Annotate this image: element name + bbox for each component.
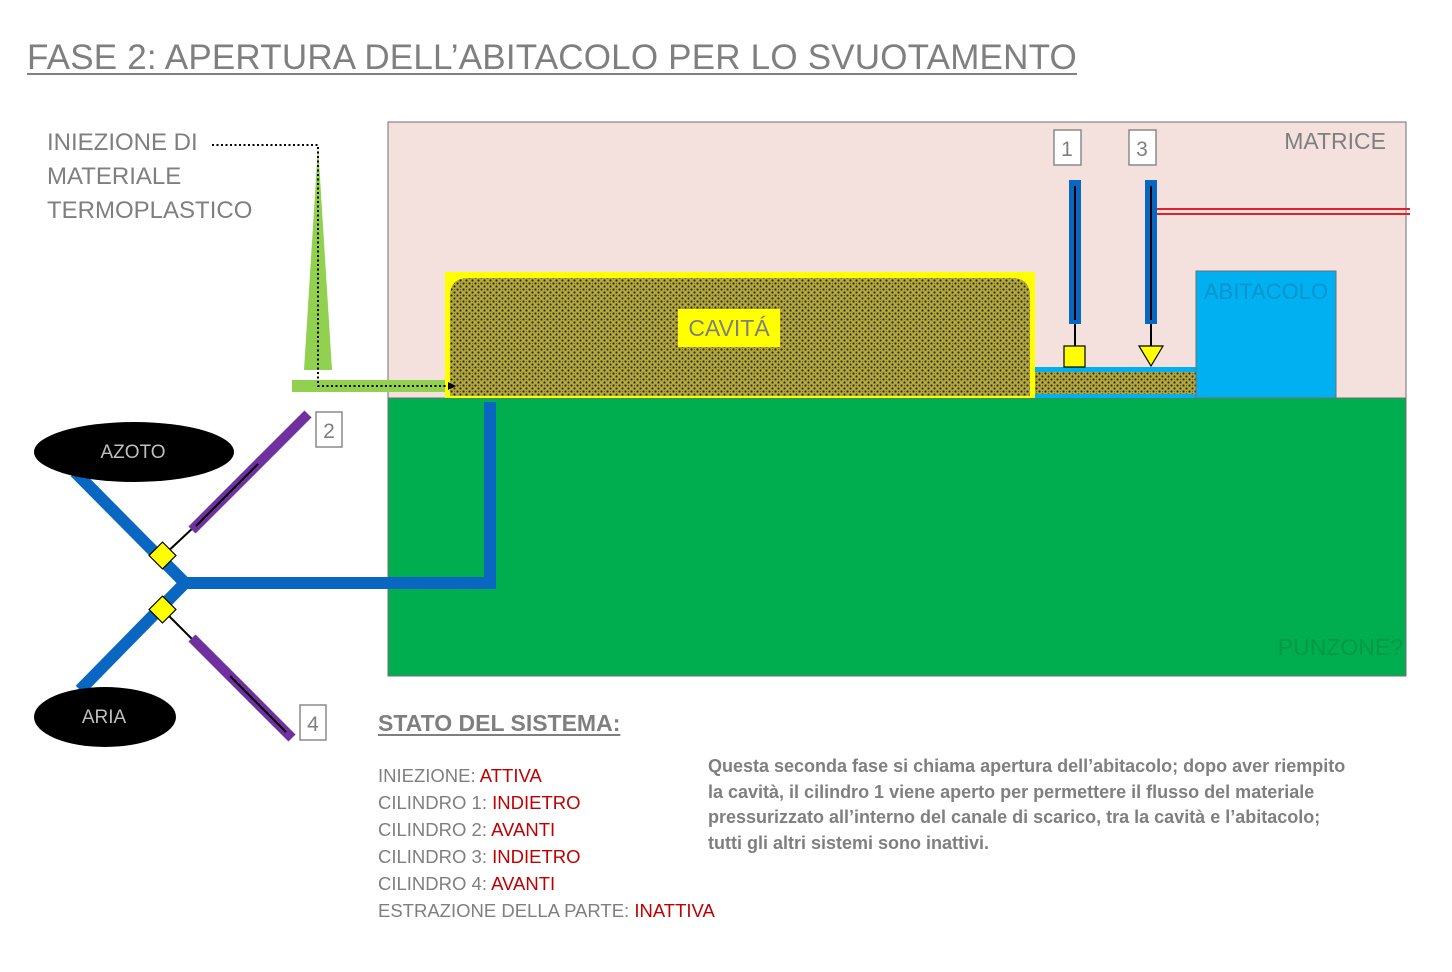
azoto-label: AZOTO [100, 442, 166, 463]
channel-material [1035, 372, 1207, 394]
status-row-cilindro-2 [378, 816, 715, 843]
status-row-estrazione [378, 897, 715, 924]
status-row-cilindro-4 [378, 870, 715, 897]
page-title: FASE 2: APERTURA DELL’ABITACOLO PER LO SVUOTAMENTO [27, 38, 1077, 77]
status-row-label: CILINDRO 3: [378, 846, 493, 867]
status-row-label: CILINDRO 1: [378, 792, 493, 813]
cylinder-1-label: 1 [1061, 138, 1073, 161]
status-heading: STATO DEL SISTEMA: [378, 710, 621, 736]
status-row-cilindro-1 [378, 789, 715, 816]
aria-label: ARIA [81, 707, 127, 728]
cylinder-4-label: 4 [307, 713, 319, 736]
status-row-state: INDIETRO [492, 792, 581, 813]
status-list [378, 762, 715, 924]
cylinder-4-core [230, 676, 286, 732]
status-row-state: ATTIVA [479, 765, 542, 786]
status-row-state: AVANTI [491, 873, 556, 894]
status-row-state: INATTIVA [634, 900, 715, 921]
cylinder-2-core [196, 464, 258, 526]
punzone-block [388, 398, 1406, 676]
phase-description: Questa seconda fase si chiama apertura dell’abitacolo; dopo aver riempito la cavità, il cilindro 1 viene aperto per permettere il flusso del materiale pressurizzato all’interno del canale di scarico, tra la cavità e l’abitacolo; tutti gli altri sistemi sono inattivi. [708, 756, 1346, 853]
punzone-label: PUNZONE? [1277, 634, 1403, 660]
status-row-cilindro-3 [378, 843, 715, 870]
status-row-label: INIEZIONE: [378, 765, 480, 786]
cavita-label: CAVITÁ [688, 315, 770, 341]
gas-pipe-aria [80, 583, 185, 690]
cylinder-1-tip [1064, 346, 1085, 367]
matrice-label: MATRICE [1284, 128, 1386, 154]
status-row-iniezione [378, 762, 715, 789]
injection-label: INIEZIONE DI MATERIALE TERMOPLASTICO [47, 129, 253, 224]
abitacolo-label: ABITACOLO [1203, 279, 1329, 304]
status-row-state: AVANTI [491, 819, 556, 840]
gas-pipe-azoto [75, 472, 185, 583]
cylinder-3-label: 3 [1136, 138, 1148, 161]
status-row-label: ESTRAZIONE DELLA PARTE: [378, 900, 635, 921]
status-row-label: CILINDRO 2: [378, 819, 492, 840]
status-row-label: CILINDRO 4: [378, 873, 492, 894]
status-row-state: INDIETRO [492, 846, 581, 867]
cylinder-2-label: 2 [323, 420, 335, 443]
